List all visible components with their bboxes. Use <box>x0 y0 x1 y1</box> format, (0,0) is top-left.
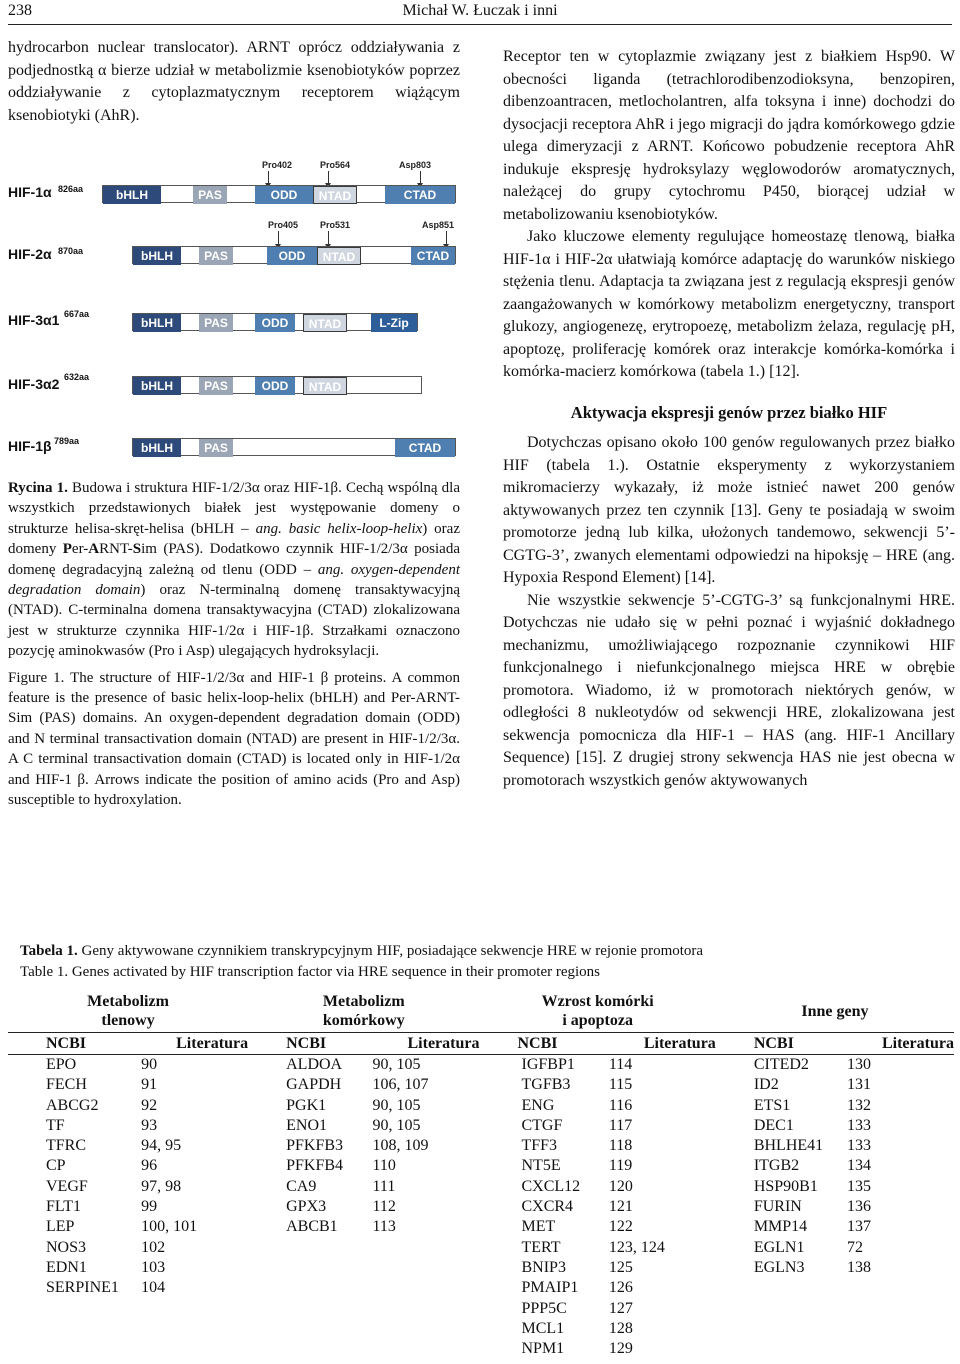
gene-symbol-cell: MET <box>521 1218 556 1236</box>
reference-cell <box>373 1278 480 1298</box>
gene-symbol-cell: EGLN1 <box>753 1238 805 1256</box>
domain-ctad: CTAD <box>395 439 455 457</box>
reference-cell: 133 <box>846 1137 871 1155</box>
group-header <box>479 990 715 1033</box>
domain-bhlh: bHLH <box>103 186 161 204</box>
protein-bar <box>132 313 418 331</box>
table-row <box>8 1136 954 1156</box>
gene-table <box>8 990 954 1359</box>
domain-ctad: CTAD <box>385 186 455 204</box>
table-row <box>8 1096 954 1116</box>
gene-symbol-cell <box>8 1299 141 1319</box>
reference-cell <box>847 1319 954 1339</box>
domain-ntad: NTAD <box>303 377 347 395</box>
column-header-ncbi: NCBI <box>248 1033 372 1055</box>
caption-text: im (PAS). Dodatkowo czynnik HIF-1/2/3α posiada domenę degradacyjną zależną od tlenu (ODD – <box>8 541 460 578</box>
domain-ntad: NTAD <box>317 247 361 265</box>
gene-symbol-cell: CXCR4 <box>521 1198 574 1216</box>
protein-length: 667aa <box>64 309 90 319</box>
gene-symbol-cell: GPX3 <box>286 1198 327 1216</box>
gene-symbol-cell: TGFB3 <box>521 1076 571 1094</box>
gene-symbol-cell: NPM1 <box>521 1340 565 1358</box>
hydroxylation-arrow <box>328 231 329 245</box>
table-caption-label: Tabela 1. <box>20 943 78 959</box>
table-row <box>8 1055 954 1076</box>
gene-symbol-cell: ABCG2 <box>46 1096 99 1114</box>
marker-label: Asp803 <box>399 160 432 170</box>
gene-symbol-cell <box>248 1319 372 1339</box>
caption-bold-letter: S <box>132 541 142 558</box>
group-header-line: Metabolizm <box>322 993 405 1010</box>
gene-symbol-cell <box>248 1258 372 1278</box>
gene-symbol-cell <box>248 1238 372 1258</box>
domain-pas: PAS <box>193 186 227 204</box>
caption-label: Rycina 1. <box>8 480 68 496</box>
left-intro-paragraph <box>8 37 460 127</box>
reference-cell: 91 <box>141 1076 158 1094</box>
group-header-line: komórkowy <box>322 1012 405 1029</box>
marker-label: Pro402 <box>262 160 293 170</box>
hydroxylation-arrow <box>268 171 269 184</box>
reference-cell <box>373 1238 480 1258</box>
gene-symbol-cell: BHLHE41 <box>753 1137 824 1155</box>
domain-odd: ODD <box>255 377 295 395</box>
hydroxylation-arrow <box>420 171 421 184</box>
gene-symbol-cell <box>248 1278 372 1298</box>
gene-symbol-cell: EDN1 <box>46 1258 87 1276</box>
gene-symbol-cell: BNIP3 <box>521 1258 566 1276</box>
protein-bar <box>102 185 456 203</box>
protein-name: HIF-1α <box>8 184 52 200</box>
reference-cell: 132 <box>846 1096 871 1114</box>
reference-cell: 100, 101 <box>141 1218 198 1236</box>
gene-symbol-cell: TFF3 <box>521 1137 558 1155</box>
group-header-line: Wzrost komórki <box>541 993 654 1010</box>
protein-bar <box>132 438 456 456</box>
reference-cell <box>373 1339 480 1359</box>
protein-length: 632aa <box>64 372 90 382</box>
table-row <box>8 1339 954 1359</box>
gene-symbol-cell: EPO <box>46 1056 77 1073</box>
reference-cell: 138 <box>846 1258 871 1276</box>
gene-symbol-cell: GAPDH <box>286 1076 342 1094</box>
gene-symbol-cell <box>716 1299 847 1319</box>
gene-symbol-cell: CTGF <box>521 1116 563 1134</box>
group-header-line: Metabolizm <box>87 993 169 1010</box>
protein-bar <box>132 246 456 264</box>
domain-pas: PAS <box>199 377 233 395</box>
reference-cell: 110 <box>372 1157 396 1175</box>
domain-lzip: L-Zip <box>371 314 417 332</box>
reference-cell: 135 <box>846 1177 871 1195</box>
gene-symbol-cell: PGK1 <box>286 1096 327 1114</box>
domain-pas: PAS <box>199 314 233 332</box>
reference-cell: 108, 109 <box>372 1137 429 1155</box>
gene-symbol-cell <box>8 1319 141 1339</box>
reference-cell: 115 <box>608 1076 633 1094</box>
table-row <box>8 1299 954 1319</box>
protein-length: 870aa <box>58 246 84 256</box>
gene-symbol-cell: TFRC <box>46 1137 87 1155</box>
reference-cell: 137 <box>846 1218 871 1236</box>
gene-symbol-cell <box>716 1319 847 1339</box>
table-row <box>8 1177 954 1197</box>
reference-cell: 102 <box>141 1238 166 1256</box>
reference-cell <box>141 1299 248 1319</box>
gene-symbol-cell <box>248 1299 372 1319</box>
reference-cell: 122 <box>608 1218 633 1236</box>
marker-label: Asp851 <box>422 220 455 230</box>
gene-symbol-cell: PFKFB3 <box>286 1137 344 1155</box>
group-header-line: tlenowy <box>101 1012 155 1029</box>
protein-length: 789aa <box>54 436 80 446</box>
gene-symbol-cell: ALDOA <box>286 1056 343 1073</box>
header-rule <box>8 24 952 25</box>
domain-odd: ODD <box>255 314 295 332</box>
domain-pas: PAS <box>199 439 233 457</box>
hydroxylation-arrow <box>278 231 279 245</box>
reference-cell: 134 <box>846 1157 871 1175</box>
gene-symbol-cell: ENO1 <box>286 1116 327 1134</box>
domain-ntad: NTAD <box>313 186 357 204</box>
gene-symbol-cell: NOS3 <box>46 1238 87 1256</box>
reference-cell: 126 <box>608 1279 633 1297</box>
reference-cell <box>847 1299 954 1319</box>
reference-cell: 92 <box>141 1096 158 1114</box>
reference-cell <box>847 1339 954 1359</box>
marker-label: Pro531 <box>320 220 351 230</box>
running-head-authors: Michał W. Łuczak i inni <box>402 2 558 19</box>
reference-cell: 106, 107 <box>372 1076 429 1094</box>
gene-symbol-cell: MMP14 <box>753 1218 808 1236</box>
gene-symbol-cell: ITGB2 <box>753 1157 800 1175</box>
gene-symbol-cell: TERT <box>521 1238 561 1256</box>
gene-symbol-cell: PPP5C <box>521 1299 567 1317</box>
marker-label: Pro564 <box>320 160 351 170</box>
column-header-literatura: Literatura <box>373 1033 480 1055</box>
column-header-ncbi: NCBI <box>716 1033 847 1055</box>
reference-cell: 133 <box>846 1116 871 1134</box>
gene-symbol-cell: EGLN3 <box>753 1258 805 1276</box>
table-row <box>8 1197 954 1217</box>
caption-text: RNT- <box>99 541 133 558</box>
reference-cell <box>373 1319 480 1339</box>
reference-cell: 97, 98 <box>141 1177 182 1195</box>
reference-cell: 130 <box>846 1056 871 1073</box>
gene-symbol-cell: ID2 <box>753 1076 779 1094</box>
caption-text: ) oraz N-terminalną domenę transaktywacyjną (NTAD). C-terminalna domena transaktywacyjna (CTAD) zlokalizowana jest w strukturze czynnika HIF-1/2α i HIF-1β. Strzałkami oznaczono pozycję aminokwasów (Pro i Asp) ulegających hydroksylacji. <box>8 582 460 660</box>
gene-symbol-cell: VEGF <box>46 1177 88 1195</box>
reference-cell: 128 <box>608 1319 633 1337</box>
gene-symbol-cell: FLT1 <box>46 1198 81 1216</box>
gene-symbol-cell <box>248 1339 372 1359</box>
protein-name: HIF-3α2 <box>8 376 60 392</box>
domain-odd: ODD <box>255 186 313 204</box>
gene-symbol-cell: CITED2 <box>753 1056 809 1073</box>
table-caption-english: Table 1. Genes activated by HIF transcription factor via HRE sequence in their promoter regions <box>20 964 601 980</box>
reference-cell: 116 <box>608 1096 633 1114</box>
reference-cell: 136 <box>846 1198 871 1216</box>
reference-cell: 103 <box>141 1258 166 1276</box>
caption-english: Figure 1. The structure of HIF-1/2/3α and HIF-1 β proteins. A common feature is the presence of basic helix-loop-helix (bHLH) and Per-ARNT-Sim (PAS) domains. An oxygen-dependent degradation domain (ODD) and N terminal transactivation domain (NTAD) are present in HIF-1/2/3α. A C terminal transactivation domain (CTAD) is located only in HIF-1/2α and HIF-1 β. Arrows indicate the position of amino acids (Pro and Asp) susceptible to hydroxylation. <box>8 669 460 809</box>
reference-cell: 112 <box>372 1198 396 1216</box>
reference-cell: 99 <box>141 1198 158 1216</box>
reference-cell: 90 <box>141 1056 158 1073</box>
table-row <box>8 1258 954 1278</box>
gene-symbol-cell: DEC1 <box>753 1116 794 1134</box>
gene-symbol-cell: TF <box>46 1116 65 1134</box>
domain-ntad: NTAD <box>303 314 347 332</box>
reference-cell <box>373 1299 480 1319</box>
gene-symbol-cell: HSP90B1 <box>753 1177 818 1195</box>
paragraph: Receptor ten w cytoplazmie związany jest z białkiem Hsp90. W obecności liganda (tetrachlorodibenzodioksyna, benzopiren, dibenzoantracen, metlocholantren, alfa toksyna i inne) dochodzi do dysocjacji receptora AhR i jego migracji do jądra komórkowego gdzie ulega dimeryzacji z ARNT. Końcowo pobudzenie receptora AhR indukuje ekspresję hydroksylazy węglowodorów aromatycznych, należącej do grupy cytochromu P450, biorącej udział w metabolizowaniu ksenobiotyków. <box>503 48 955 223</box>
domain-bhlh: bHLH <box>133 377 181 395</box>
reference-cell <box>141 1319 248 1339</box>
figure-1-domain-diagram <box>6 158 456 460</box>
reference-cell <box>141 1339 248 1359</box>
gene-symbol-cell: ABCB1 <box>286 1218 338 1236</box>
reference-cell: 90, 105 <box>372 1056 421 1073</box>
table-row <box>8 1156 954 1176</box>
column-header-ncbi: NCBI <box>479 1033 608 1055</box>
column-header-literatura: Literatura <box>847 1033 954 1055</box>
table-row <box>8 1319 954 1339</box>
column-header-ncbi: NCBI <box>8 1033 141 1055</box>
marker-label: Pro405 <box>268 220 299 230</box>
reference-cell: 94, 95 <box>141 1137 182 1155</box>
gene-symbol-cell <box>8 1339 141 1359</box>
reference-cell: 93 <box>141 1116 158 1134</box>
group-header <box>8 990 248 1033</box>
gene-symbol-cell: ETS1 <box>753 1096 791 1114</box>
caption-polish <box>8 478 460 662</box>
gene-symbol-cell <box>716 1278 847 1298</box>
paragraph: Jako kluczowe elementy regulujące homeostazę tlenową, białka HIF-1α i HIF-2α ułatwiają komórce adaptację do warunków niskiego stężenia tlenu. Adaptacja ta związana jest z regulacją ekspresji genów zaangażowanych w komórkowy metabolizm energetyczny, transport glukozy, angiogenezę, erytropoezę, metabolizm żelaza, regulację pH, apoptozę, proliferację komórek oraz interakcje komórka-komórka i komórka-macierz komórkowa (tabela 1.) [12]. <box>503 228 955 380</box>
reference-cell: 127 <box>608 1299 633 1317</box>
gene-symbol-cell: ENG <box>521 1096 555 1114</box>
table-body <box>8 1055 954 1360</box>
protein-name: HIF-3α1 <box>8 312 60 328</box>
table-row <box>8 1116 954 1136</box>
gene-symbol-cell: NT5E <box>521 1157 561 1175</box>
table-row <box>8 1217 954 1237</box>
gene-symbol-cell: FECH <box>46 1076 87 1094</box>
domain-odd: ODD <box>267 247 317 265</box>
table-row <box>8 1075 954 1095</box>
hydroxylation-arrow <box>328 171 329 184</box>
reference-cell: 123, 124 <box>608 1238 665 1256</box>
domain-bhlh: bHLH <box>133 439 181 457</box>
reference-cell: 90, 105 <box>372 1096 421 1114</box>
reference-cell: 119 <box>608 1157 633 1175</box>
caption-bold-letter: A <box>88 541 100 558</box>
caption-text: Budowa i struktura HIF-1/2/3α oraz HIF-1β. Cechą wspólną dla wszystkich przedstawionych białek jest występowanie domeny o strukturze helisa-skręt-helisa (bHLH – <box>8 480 460 537</box>
group-header <box>716 990 954 1033</box>
group-header-line: i apoptoza <box>562 1012 633 1029</box>
reference-cell: 125 <box>608 1258 633 1276</box>
page-number: 238 <box>8 2 32 19</box>
reference-cell <box>847 1278 954 1298</box>
reference-cell <box>373 1258 480 1278</box>
left-intro-text: hydrocarbon nuclear translocator). ARNT oprócz oddziaływania z podjednostką α bierze udział w metabolizmie ksenobiotyków poprzez oddziaływanie z cytoplazmatycznym receptorem wiążącym ksenobiotyki (AhR). <box>8 39 460 124</box>
reference-cell: 113 <box>372 1218 396 1236</box>
gene-symbol-cell: LEP <box>46 1218 75 1236</box>
gene-symbol-cell <box>716 1339 847 1359</box>
table-row <box>8 1278 954 1298</box>
caption-text: ) oraz domeny <box>8 520 460 558</box>
reference-cell: 120 <box>608 1177 633 1195</box>
reference-cell: 104 <box>141 1279 166 1297</box>
paragraph: Dotychczas opisano około 100 genów regulowanych przez białko HIF (tabela 1.). Ostatnie eksperymenty z wykorzystaniem mikromacierzy wykazały, iż może istnieć nawet 200 genów aktywowanych przez ten czynnik [13]. Geny te posiadają w swoim promotorze jedną lub kilka, ułożonych tandemowo, sekwencji 5’-CGTG-3’, zwanych elementami odpowiedzi na hipoksję – HRE (ang. Hypoxia Respond Element) [14]. <box>503 434 955 586</box>
caption-italic: ang. basic helix-loop-helix <box>255 520 423 537</box>
gene-symbol-cell: IGFBP1 <box>521 1056 575 1073</box>
reference-cell: 111 <box>372 1177 396 1195</box>
reference-cell: 131 <box>846 1076 871 1094</box>
section-heading: Aktywacja ekspresji genów przez białko HIF <box>570 402 888 422</box>
reference-cell: 72 <box>846 1238 863 1256</box>
reference-cell: 129 <box>608 1340 633 1358</box>
domain-pas: PAS <box>199 247 233 265</box>
reference-cell: 114 <box>608 1056 633 1073</box>
domain-bhlh: bHLH <box>133 314 181 332</box>
table-caption-text: Geny aktywowane czynnikiem transkrypcyjnym HIF, posiadające sekwencje HRE w rejonie promotora <box>77 943 704 959</box>
gene-symbol-cell: CXCL12 <box>521 1177 581 1195</box>
domain-bhlh: bHLH <box>133 247 181 265</box>
reference-cell: 121 <box>608 1198 633 1216</box>
table-row <box>8 1238 954 1258</box>
gene-symbol-cell: SERPINE1 <box>46 1279 119 1297</box>
group-header <box>248 990 479 1033</box>
table-caption-polish <box>20 941 703 962</box>
caption-text: er- <box>71 541 89 558</box>
column-header-literatura: Literatura <box>609 1033 716 1055</box>
reference-cell: 96 <box>141 1157 158 1175</box>
reference-cell: 90, 105 <box>372 1116 421 1134</box>
paragraph: Nie wszystkie sekwencje 5’-CGTG-3’ są funkcjonalnymi HRE. Dotychczas nie udało się w pełni poznać i wyjaśnić dokładnego mechanizmu, umożliwiającego rozpoznanie czynnikowi HIF funkcjonalnego i niefunkcjonalnego miejsca HRE w obrębie promotora. Wiadomo, iż w promotorach niektórych genów, w odległości 8 nukleotydów od sekwencji HRE, zlokalizowana jest sekwencja pomocnicza dla HIF-1 – HAS (ang. HIF-1 Ancillary Sequence) [15]. Z drugiej strony sekwencja HAS nie jest obecna w promotorach wszystkich genów aktywowanych <box>503 591 955 789</box>
gene-symbol-cell: CA9 <box>286 1177 317 1195</box>
gene-symbol-cell: MCL1 <box>521 1319 565 1337</box>
gene-symbol-cell: CP <box>46 1157 66 1175</box>
protein-name: HIF-1β <box>8 438 52 454</box>
protein-name: HIF-2α <box>8 246 52 262</box>
hydroxylation-arrow <box>446 231 447 245</box>
table-caption <box>20 941 703 983</box>
reference-cell: 117 <box>608 1116 633 1134</box>
gene-symbol-cell: FURIN <box>753 1198 802 1216</box>
domain-ctad: CTAD <box>411 247 455 265</box>
reference-cell: 118 <box>608 1137 633 1155</box>
caption-bold-letter: P <box>62 541 72 558</box>
group-header-line: Inne geny <box>801 1002 869 1020</box>
figure-caption <box>8 478 460 817</box>
protein-bar <box>132 376 422 394</box>
caption-italic: ang. oxygen-dependent degradation domain <box>8 561 460 599</box>
right-column <box>503 46 955 792</box>
gene-symbol-cell: PMAIP1 <box>521 1279 579 1297</box>
column-header-literatura: Literatura <box>141 1033 248 1055</box>
gene-symbol-cell: PFKFB4 <box>286 1157 344 1175</box>
protein-length: 826aa <box>58 184 84 194</box>
